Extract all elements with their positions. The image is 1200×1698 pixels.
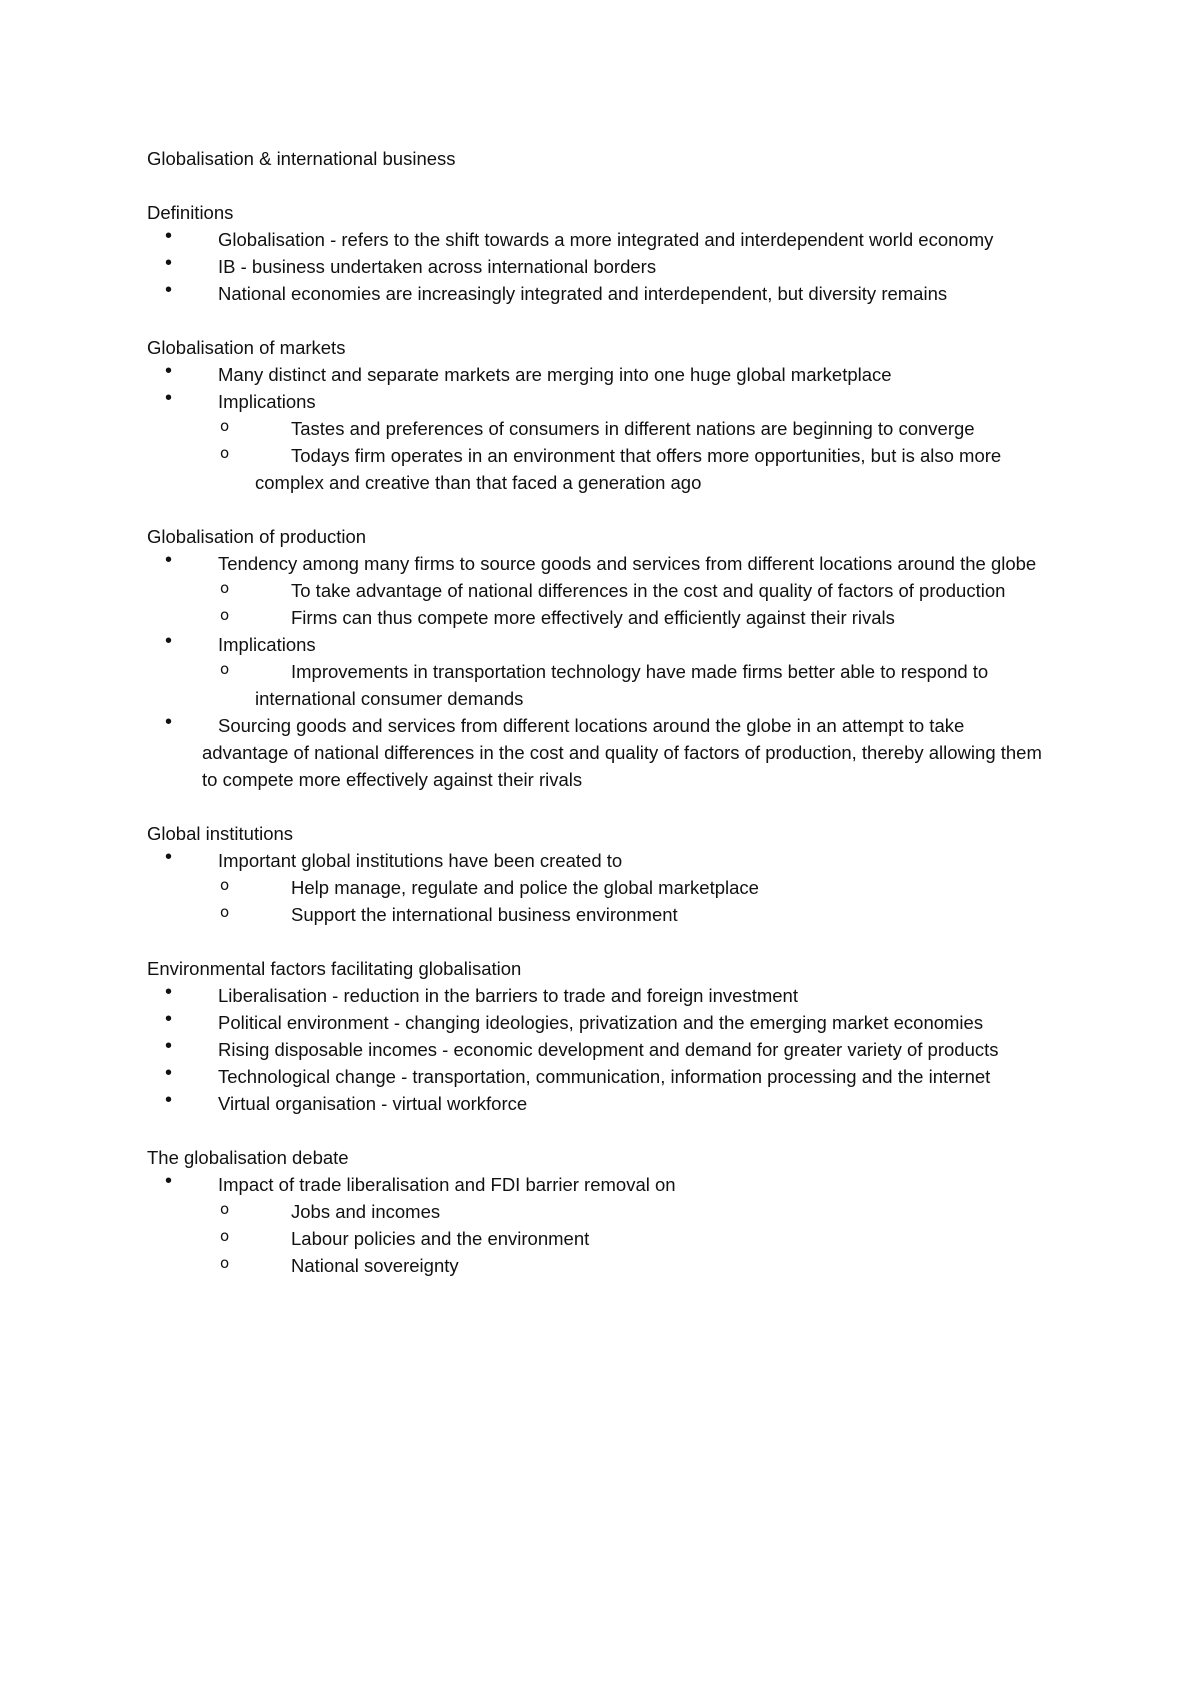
bullet-text: Technological change - transportation, communication, information processing and the internet: [218, 1066, 991, 1087]
sub-bullet-text: Help manage, regulate and police the global marketplace: [291, 877, 759, 898]
bullet-item: [147, 1036, 1050, 1063]
bullet-item: [147, 1090, 1050, 1117]
section-heading: Environmental factors facilitating globalisation: [147, 958, 522, 979]
section: [147, 1144, 1050, 1279]
bullet-text: Implications: [218, 634, 316, 655]
document-body: [147, 199, 1050, 1279]
bullet-item: [147, 361, 1050, 388]
sub-bullet-text: Support the international business environment: [291, 904, 678, 925]
document-title: Globalisation & international business: [147, 148, 456, 169]
sub-bullet-text: Tastes and preferences of consumers in different nations are beginning to converge: [291, 418, 975, 439]
bullet-item: [147, 550, 1050, 577]
bullet-item: [147, 1063, 1050, 1090]
sub-bullet-item: [147, 577, 1050, 604]
bullet-text: Tendency among many firms to source goods and services from different locations around the globe: [218, 553, 1037, 574]
bullet-item: [147, 982, 1050, 1009]
section: [147, 523, 1050, 793]
section-heading: The globalisation debate: [147, 1147, 349, 1168]
bullet-text: Many distinct and separate markets are merging into one huge global marketplace: [218, 364, 892, 385]
sub-bullet-item: [147, 901, 1050, 928]
bullet-item: [147, 631, 1050, 658]
bullet-text: Political environment - changing ideologies, privatization and the emerging market economies: [218, 1012, 984, 1033]
sub-bullet-text: Improvements in transportation technology have made firms better able to respond to international consumer demands: [255, 661, 989, 709]
bullet-text: IB - business undertaken across international borders: [218, 256, 657, 277]
bullet-item: [147, 253, 1050, 280]
bullet-list: [147, 982, 1050, 1117]
bullet-list: [147, 1171, 1050, 1279]
sub-bullet-item: [147, 874, 1050, 901]
bullet-item: [147, 1171, 1050, 1198]
bullet-text: Globalisation - refers to the shift towards a more integrated and interdependent world economy: [218, 229, 994, 250]
sub-bullet-item: [147, 658, 1050, 712]
section: [147, 955, 1050, 1117]
sub-bullet-item: [147, 442, 1050, 496]
section-heading: Global institutions: [147, 823, 294, 844]
sub-bullet-text: Labour policies and the environment: [291, 1228, 590, 1249]
sub-bullet-item: [147, 1198, 1050, 1225]
section: [147, 820, 1050, 928]
sub-bullet-text: To take advantage of national differences in the cost and quality of factors of production: [291, 580, 1006, 601]
bullet-item: [147, 1009, 1050, 1036]
bullet-text: Sourcing goods and services from different locations around the globe in an attempt to take advantage of national differences in the cost and quality of factors of production, thereby allowing them to compete more effectively against their rivals: [202, 715, 1042, 790]
sub-bullet-text: National sovereignty: [291, 1255, 459, 1276]
sub-bullet-text: Jobs and incomes: [291, 1201, 441, 1222]
section-heading: Globalisation of production: [147, 526, 367, 547]
section-heading: Definitions: [147, 202, 234, 223]
sub-bullet-text: Firms can thus compete more effectively and efficiently against their rivals: [291, 607, 895, 628]
bullet-text: Liberalisation - reduction in the barriers to trade and foreign investment: [218, 985, 798, 1006]
sub-bullet-item: [147, 1252, 1050, 1279]
sub-bullet-item: [147, 604, 1050, 631]
bullet-list: [147, 847, 1050, 928]
sub-bullet-item: [147, 415, 1050, 442]
bullet-text: Virtual organisation - virtual workforce: [218, 1093, 528, 1114]
bullet-text: National economies are increasingly integrated and interdependent, but diversity remains: [218, 283, 948, 304]
bullet-item: [147, 712, 1050, 793]
bullet-item: [147, 226, 1050, 253]
sub-bullet-text: Todays firm operates in an environment that offers more opportunities, but is also more complex and creative than that faced a generation ago: [255, 445, 1002, 493]
bullet-list: [147, 361, 1050, 496]
section: [147, 199, 1050, 307]
bullet-item: [147, 847, 1050, 874]
bullet-text: Impact of trade liberalisation and FDI barrier removal on: [218, 1174, 676, 1195]
bullet-text: Important global institutions have been created to: [218, 850, 623, 871]
section: [147, 334, 1050, 496]
bullet-item: [147, 388, 1050, 415]
bullet-item: [147, 280, 1050, 307]
section-heading: Globalisation of markets: [147, 337, 346, 358]
bullet-text: Implications: [218, 391, 316, 412]
bullet-text: Rising disposable incomes - economic development and demand for greater variety of products: [218, 1039, 999, 1060]
bullet-list: [147, 226, 1050, 307]
sub-bullet-item: [147, 1225, 1050, 1252]
bullet-list: [147, 550, 1050, 793]
